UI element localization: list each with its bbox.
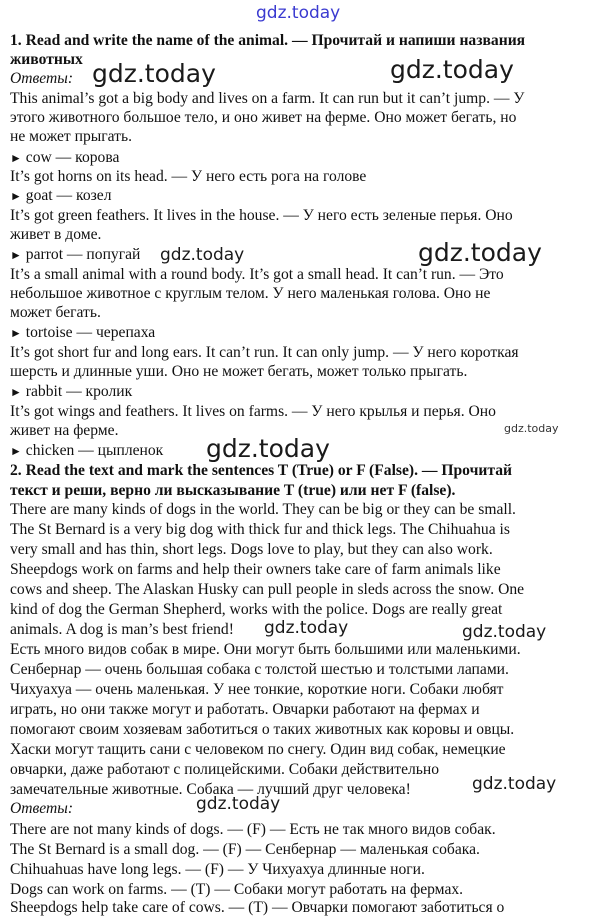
- right-pointing-triangle-icon: ►: [10, 385, 22, 399]
- answer-line: Chihuahuas have long legs. — (F) — У Чихуахуа длинные ноги.: [10, 861, 425, 878]
- text-line: It’s got green feathers. It lives in the house. — У него есть зеленые перья. Оно: [10, 207, 513, 224]
- watermark: gdz.today: [504, 422, 559, 435]
- text-line: Чихуахуа — очень маленькая. У нее тонкие, короткие ноги. Собаки любят: [10, 681, 504, 698]
- answer-line: Dogs can work on farms. — (T) — Собаки могут работать на фермах.: [10, 881, 464, 898]
- text-line: овчарки, даже работают с полицейскими. Собаки действительно: [10, 761, 440, 778]
- right-pointing-triangle-icon: ►: [10, 151, 22, 165]
- watermark: gdz.today: [418, 238, 542, 267]
- text-line: шерсть и длинные уши. Оно не может бегать, может только прыгать.: [10, 363, 468, 380]
- text-line: Sheepdogs work on farms and help their owners take care of farm animals like: [10, 561, 501, 578]
- task1-heading: животных: [10, 51, 83, 68]
- text-line: kind of dog the German Shepherd, works with the police. Dogs are really great: [10, 601, 503, 618]
- answer-line: There are not many kinds of dogs. — (F) — Есть не так много видов собак.: [10, 821, 496, 838]
- text-line: very small and has thin, short legs. Dogs love to play, but they can also work.: [10, 541, 493, 558]
- task1-heading: 1. Read and write the name of the animal. — Прочитай и напиши названия: [10, 32, 526, 49]
- watermark: gdz.today: [462, 622, 547, 642]
- watermark: gdz.today: [472, 774, 557, 794]
- task2-heading: 2. Read the text and mark the sentences T (True) or F (False). — Прочитай: [10, 462, 512, 479]
- answer-line: The St Bernard is a small dog. — (F) — Сенбернар — маленькая собака.: [10, 841, 480, 858]
- text-line: animals. A dog is man’s best friend!: [10, 621, 234, 638]
- text-line: небольшое животное с круглым телом. У него маленькая голова. Оно не: [10, 285, 491, 302]
- text-line: Есть много видов собак в мире. Они могут быть большими или маленькими.: [10, 641, 521, 658]
- text-line: This animal’s got a big body and lives on a farm. It can run but it can’t jump. — У: [10, 90, 525, 107]
- right-pointing-triangle-icon: ►: [10, 189, 22, 203]
- task2-heading: текст и реши, верно ли высказывание T (true) или нет F (false).: [10, 482, 456, 499]
- watermark: gdz.today: [196, 794, 281, 814]
- answer-line: Sheepdogs help take care of cows. — (T) — Овчарки помогают заботиться о: [10, 899, 505, 916]
- answer-item: ► cow — корова: [10, 149, 120, 166]
- text-line: играть, но они также могут и работать. Овчарки работают на фермах и: [10, 701, 480, 718]
- answers-label: Ответы:: [10, 800, 74, 817]
- text-line: может бегать.: [10, 304, 101, 321]
- text-line: It’s a small animal with a round body. It’s got a small head. It can’t run. — Это: [10, 266, 504, 283]
- text-line: Сенбернар — очень большая собака с толстой шестью и толстыми лапами.: [10, 661, 509, 678]
- answer-item: ► tortoise — черепаха: [10, 324, 156, 341]
- text-line: помогают своим хозяевам заботиться о таких животных как коровы и овцы.: [10, 721, 515, 738]
- answer-item: ► chicken — цыпленок: [10, 442, 164, 459]
- watermark: gdz.today: [160, 245, 245, 265]
- watermark: gdz.today: [256, 3, 341, 23]
- right-pointing-triangle-icon: ►: [10, 248, 22, 262]
- answers-label: Ответы:: [10, 70, 74, 87]
- watermark: gdz.today: [92, 59, 216, 88]
- text-line: The St Bernard is a very big dog with thick fur and thick legs. The Chihuahua is: [10, 521, 510, 538]
- text-line: There are many kinds of dogs in the world. They can be big or they can be small.: [10, 501, 516, 518]
- right-pointing-triangle-icon: ►: [10, 326, 22, 340]
- answer-item: ► goat — козел: [10, 187, 112, 204]
- text-line: Хаски могут тащить сани с человеком по снегу. Один вид собак, немецкие: [10, 741, 506, 758]
- answer-item: ► parrot — попугай: [10, 246, 141, 263]
- text-line: It’s got short fur and long ears. It can’t run. It can only jump. — У него короткая: [10, 344, 519, 361]
- watermark: gdz.today: [390, 55, 514, 84]
- answer-item: ► rabbit — кролик: [10, 383, 133, 400]
- text-line: этого животного большое тело, и оно живет на ферме. Оно может бегать, но: [10, 109, 517, 126]
- text-line: замечательные животные. Собака — лучший друг человека!: [10, 781, 411, 798]
- text-line: живет в доме.: [10, 226, 102, 243]
- text-line: cows and sheep. The Alaskan Husky can pull people in sleds across the snow. One: [10, 581, 525, 598]
- text-line: It’s got wings and feathers. It lives on farms. — У него крылья и перья. Оно: [10, 403, 496, 420]
- text-line: живет на ферме.: [10, 422, 119, 439]
- watermark: gdz.today: [206, 434, 330, 463]
- text-line: It’s got horns on its head. — У него есть рога на голове: [10, 168, 367, 185]
- right-pointing-triangle-icon: ►: [10, 444, 22, 458]
- text-line: не может прыгать.: [10, 128, 133, 145]
- watermark: gdz.today: [264, 618, 349, 638]
